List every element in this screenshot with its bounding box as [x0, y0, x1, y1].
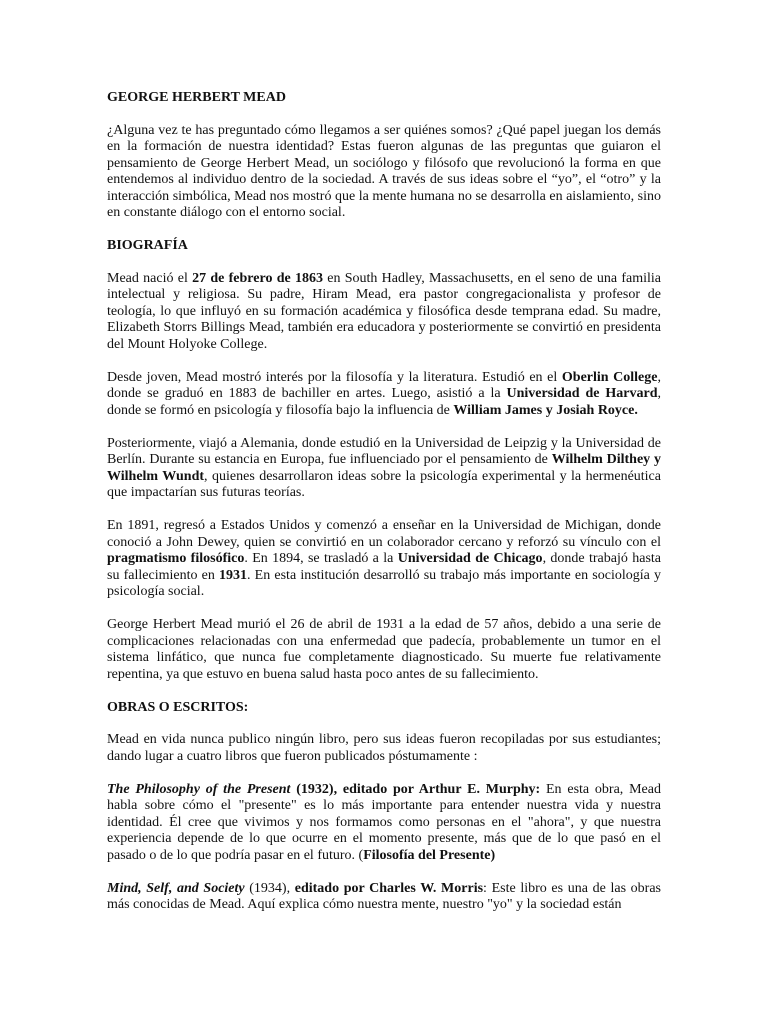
- text-run: en South Hadley, Massachusetts, en el seno de una familia intelectual y religiosa. Su padre, Hiram Mead, era pastor congregacionalista y profesor de teología, lo que influyó en su formación académica y filosófica desde temprana edad. Su madre, Elizabeth Storrs Billings Mead, también era educadora y posteriormente se convirtió en presidenta del Mount Holyoke College.: [107, 270, 661, 352]
- paragraph: [107, 436, 661, 502]
- text-run: Mead nació el: [107, 270, 193, 286]
- works-heading: OBRAS O ESCRITOS:: [107, 699, 249, 715]
- intro-section: [107, 123, 661, 222]
- bold-text: 27 de febrero de 1863: [192, 270, 323, 286]
- biography-section: [107, 271, 661, 684]
- text-run: , quienes desarrollaron ideas sobre la psicología experimental y la hermenéutica que impactarían sus futuras teorías.: [107, 468, 661, 500]
- text-run: . En 1894, se trasladó a la: [244, 551, 398, 566]
- paragraph: [107, 881, 661, 914]
- paragraph: [107, 370, 661, 420]
- bold-text: 1931: [219, 567, 248, 583]
- text-run: : Este libro es una de las obras más conocidas de Mead. Aquí explica cómo nuestra mente, nuestro "yo" y la sociedad están: [107, 880, 661, 912]
- works-section: [107, 732, 661, 914]
- paragraph: [107, 271, 661, 354]
- text-run: Posteriormente, viajó a Alemania, donde estudió en la Universidad de Leipzig y la Universidad de Berlín. Durante su estancia en Europa, fue influenciado por el pensamiento de: [107, 435, 661, 467]
- text-run: . En esta institución desarrolló su trabajo más importante en sociología y psicología social.: [107, 567, 661, 599]
- bold-text: Wilhelm Dilthey y Wilhelm Wundt: [107, 452, 661, 484]
- emphasis-text: The Philosophy of the Present: [107, 781, 291, 797]
- text-run: En 1891, regresó a Estados Unidos y comenzó a enseñar en la Universidad de Michigan, donde conoció a John Dewey, quien se convirtió en un colaborador cercano y reforzó su vínculo con el: [107, 518, 661, 550]
- text-run: Desde joven, Mead mostró interés por la filosofía y la literatura. Estudió en el: [107, 369, 562, 385]
- paragraph: [107, 617, 661, 683]
- bold-text: pragmatismo filosófico: [107, 551, 245, 566]
- document-title: GEORGE HERBERT MEAD: [107, 90, 286, 105]
- bold-text: Universidad de Harvard: [506, 386, 658, 401]
- paragraph: [107, 123, 661, 222]
- text-run: George Herbert Mead murió el 26 de abril de 1931 a la edad de 57 años, debido a una serie de complicaciones relacionadas con una enfermedad que padecía, probablemente un tumor en el sistema linfático, que nunca fue completamente diagnosticado. Su muerte fue relativamente repentina, ya que estuvo en buena salud hasta poco antes de su fallecimiento.: [107, 617, 661, 682]
- bold-text: [107, 881, 245, 896]
- text-run: Mead en vida nunca publico ningún libro, pero sus ideas fueron recopiladas por sus estudiantes; dando lugar a cuatro libros que fueron publicados póstumamente :: [107, 732, 661, 764]
- text-run: (1934),: [244, 880, 295, 896]
- paragraph: [107, 518, 661, 601]
- bold-text: editado por Charles W. Morris: [294, 880, 484, 896]
- bold-text: Universidad de Chicago: [397, 551, 543, 566]
- bold-text: Filosofía del Presente): [363, 847, 496, 863]
- text-run: , donde se graduó en 1883 de bachiller en artes. Luego, asistió a la: [107, 369, 661, 401]
- paragraph: [107, 782, 661, 865]
- text-run: ¿Alguna vez te has preguntado cómo llegamos a ser quiénes somos? ¿Qué papel juegan los demás en la formación de nuestra identidad? Estas fueron algunas de las preguntas que guiaron el pensamiento de George Herbert Mead, un sociólogo y filósofo que revolucionó la forma en que entendemos al individuo dentro de la sociedad. A través de sus ideas sobre el “yo”, el “otro” y la interacción simbólica, Mead nos mostró que la mente humana no se desarrolla en aislamiento, sino en constante diálogo con el entorno social.: [107, 122, 661, 220]
- bold-text: William James y Josiah Royce.: [453, 402, 638, 418]
- emphasis-text: Mind, Self, and Society: [107, 880, 245, 896]
- paragraph: [107, 732, 661, 765]
- text-run: , donde trabajó hasta su fallecimiento en: [107, 551, 661, 583]
- biography-heading: BIOGRAFÍA: [107, 238, 188, 253]
- bold-text: (1932), editado por Arthur E. Murphy:: [290, 781, 541, 797]
- text-run: En esta obra, Mead habla sobre cómo el "presente" es lo más importante para entender nuestra vida y nuestra identidad. Él cree que vivimos y nos formamos como personas en el "ahora", y que nuestra experiencia depende de lo que ocurre en el momento presente, más que de lo que pasó en el pasado o de lo que podría pasar en el futuro. (: [107, 781, 661, 863]
- text-run: , donde se formó en psicología y filosofía bajo la influencia de: [107, 386, 661, 418]
- bold-text: Oberlin College: [561, 369, 658, 385]
- document-page: [107, 90, 661, 930]
- bold-text: [107, 782, 290, 797]
